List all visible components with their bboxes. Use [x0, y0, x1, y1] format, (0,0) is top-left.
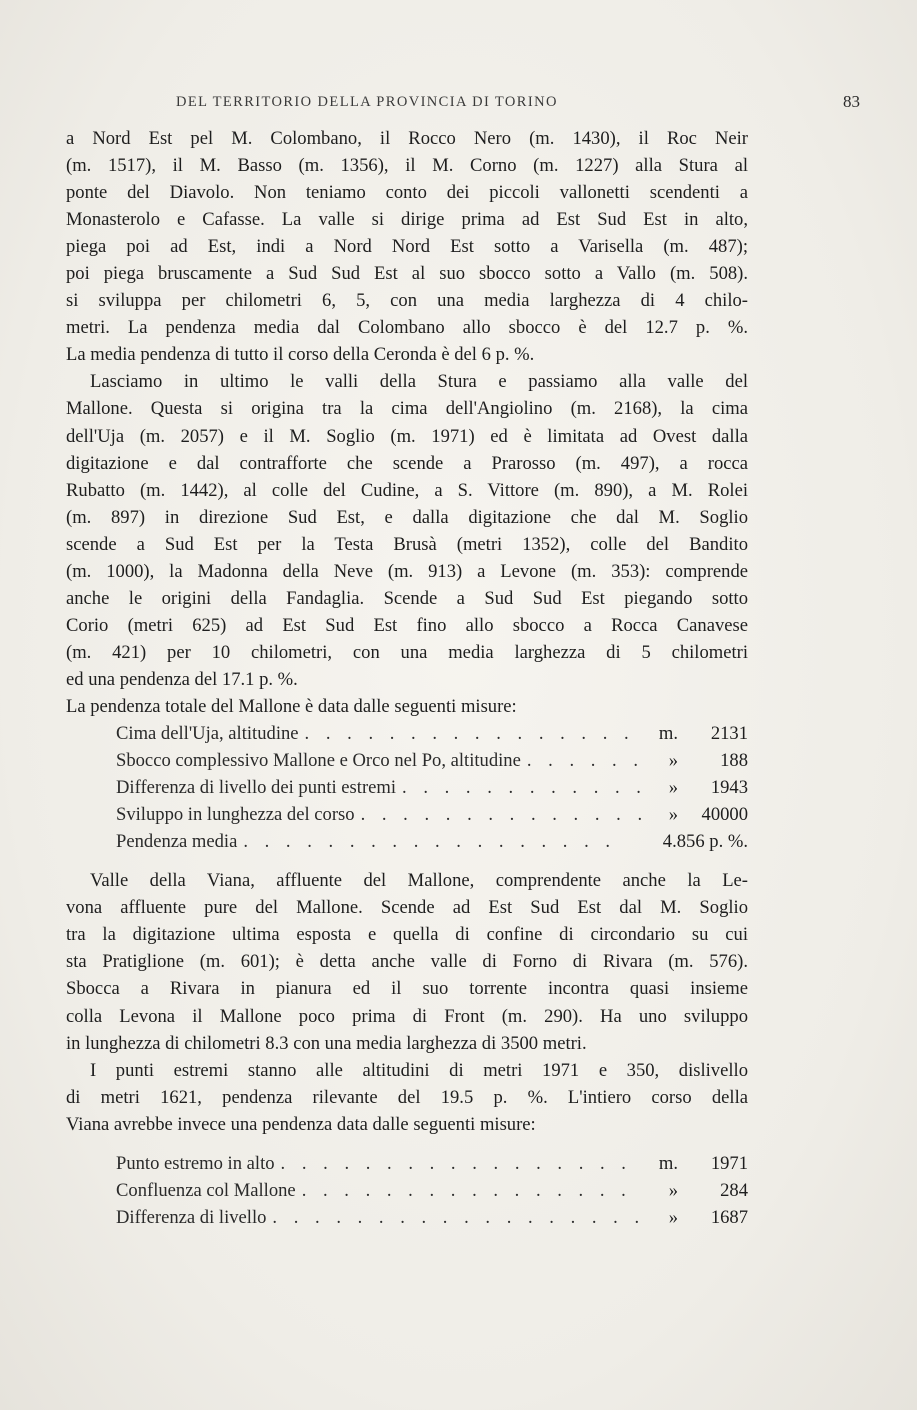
table-row [116, 1204, 748, 1231]
dot-leader [521, 747, 642, 774]
measure-value: 2131 [710, 723, 748, 745]
measure-unit: m. [658, 1152, 678, 1174]
measure-unit: » [668, 1179, 678, 1201]
body-text [66, 125, 748, 1231]
measure-value: 1971 [710, 1152, 748, 1174]
text-line: vona affluente pure del Mallone. Scende ad Est Sud Est dal M. Soglio [66, 897, 748, 919]
measure-value: 284 [720, 1179, 748, 1201]
table-row [116, 774, 748, 801]
viana-measures-table [66, 1150, 748, 1231]
measure-label: Cima dell'Uja, altitudine [116, 723, 299, 745]
measure-label: Sviluppo in lunghezza del corso [116, 804, 355, 826]
text-line: colla Levona il Mallone poco prima di Front (m. 290). Ha uno sviluppo [66, 1005, 748, 1027]
text-line: ed una pendenza del 17.1 p. %. [66, 668, 298, 690]
text-line: Valle della Viana, affluente del Mallone, comprendente anche la Le- [90, 870, 748, 892]
page-header [60, 94, 860, 116]
text-line: Rubatto (m. 1442), al colle del Cudine, a S. Vittore (m. 890), a M. Rolei [66, 479, 748, 501]
measure-value: 1687 [710, 1206, 748, 1228]
spacer [66, 1138, 748, 1150]
text-line: tra la digitazione ultima esposta e quella di confine di circondario su cui [66, 924, 748, 946]
measure-unit: » [668, 804, 678, 826]
text-line: Corio (metri 625) ad Est Sud Est fino allo sbocco a Rocca Canavese [66, 614, 748, 636]
measure-label: Confluenza col Mallone [116, 1179, 296, 1201]
text-line: (m. 1000), la Madonna della Neve (m. 913) a Levone (m. 353): comprende [66, 560, 748, 582]
dot-leader [355, 801, 642, 828]
running-head: DEL TERRITORIO DELLA PROVINCIA DI TORINO [176, 94, 558, 110]
text-line: (m. 421) per 10 chilometri, con una media larghezza di 5 chilometri [66, 641, 748, 663]
table-row [116, 801, 748, 828]
page-number: 83 [843, 92, 860, 111]
measure-value: 1943 [710, 777, 748, 799]
table-row [116, 720, 748, 747]
text-line: Lasciamo in ultimo le valli della Stura e passiamo alla valle del [90, 371, 748, 393]
mallone-measures-table [66, 720, 748, 855]
table-row [116, 1177, 748, 1204]
dot-leader [266, 1204, 642, 1231]
measure-label: Differenza di livello [116, 1206, 267, 1228]
paragraph-mallone [66, 368, 748, 693]
text-line: poi piega bruscamente a Sud Sud Est al suo sbocco sotto a Vallo (m. 508). [66, 263, 748, 285]
text-line: digitazione e dal contrafforte che scende a Prarosso (m. 497), a rocca [66, 452, 748, 474]
measure-label: Punto estremo in alto [116, 1152, 275, 1174]
measure-value: 40000 [701, 804, 748, 826]
measure-value: 4.856 p. %. [662, 831, 748, 853]
measure-label: Sbocco complessivo Mallone e Orco nel Po, altitudine [116, 750, 521, 772]
text-line: piega poi ad Est, indi a Nord Nord Est sotto a Varisella (m. 487); [66, 236, 748, 258]
measure-label: Differenza di livello dei punti estremi [116, 777, 397, 799]
text-line: sta Pratiglione (m. 601); è detta anche valle di Forno di Rivara (m. 576). [66, 951, 748, 973]
paragraph-viana [66, 867, 748, 1056]
text-line: di metri 1621, pendenza rilevante del 19.5 p. %. L'intiero corso della [66, 1086, 748, 1108]
text-line: Monasterolo e Cafasse. La valle si dirige prima ad Est Sud Est in alto, [66, 209, 748, 231]
text-line: Mallone. Questa si origina tra la cima dell'Angiolino (m. 2168), la cima [66, 398, 748, 420]
spacer [66, 855, 748, 867]
table-intro-mallone: La pendenza totale del Mallone è data dalle seguenti misure: [66, 695, 517, 717]
paragraph-ceronda [66, 125, 748, 368]
measure-unit: » [668, 777, 678, 799]
table-row [116, 747, 748, 774]
dot-leader [296, 1177, 642, 1204]
text-line: Sbocca a Rivara in pianura ed il suo torrente incontra quasi insieme [66, 978, 748, 1000]
measure-unit: m. [658, 723, 678, 745]
text-line: (m. 897) in direzione Sud Est, e dalla digitazione che dal M. Soglio [66, 506, 748, 528]
dot-leader [275, 1150, 642, 1177]
text-line: dell'Uja (m. 2057) e il M. Soglio (m. 1971) ed è limitata ad Ovest dalla [66, 425, 748, 447]
paragraph-viana-extremes [66, 1057, 748, 1138]
dot-leader [299, 720, 642, 747]
text-line: Viana avrebbe invece una pendenza data dalle seguenti misure: [66, 1113, 536, 1135]
dot-leader [396, 774, 642, 801]
text-line: anche le origini della Fandaglia. Scende a Sud Sud Est piegando sotto [66, 587, 748, 609]
text-line: I punti estremi stanno alle altitudini di metri 1971 e 350, dislivello [90, 1059, 748, 1081]
text-line: in lunghezza di chilometri 8.3 con una media larghezza di 3500 metri. [66, 1032, 587, 1054]
text-line: si sviluppa per chilometri 6, 5, con una media larghezza di 4 chilo- [66, 290, 748, 312]
measure-unit: » [668, 1206, 678, 1228]
measure-unit: » [668, 750, 678, 772]
text-line: metri. La pendenza media dal Colombano allo sbocco è del 12.7 p. %. [66, 317, 748, 339]
text-line: La media pendenza di tutto il corso della Ceronda è del 6 p. %. [66, 344, 535, 366]
text-line: scende a Sud Est per la Testa Brusà (metri 1352), colle del Bandito [66, 533, 748, 555]
text-line: a Nord Est pel M. Colombano, il Rocco Nero (m. 1430), il Roc Neir [66, 128, 748, 149]
table-row [116, 828, 748, 855]
text-line: ponte del Diavolo. Non teniamo conto dei piccoli vallonetti scendenti a [66, 182, 748, 204]
text-line: (m. 1517), il M. Basso (m. 1356), il M. Corno (m. 1227) alla Stura al [66, 155, 748, 177]
measure-value: 188 [720, 750, 748, 772]
table-row [116, 1150, 748, 1177]
measure-label: Pendenza media [116, 831, 238, 853]
dot-leader [237, 828, 626, 855]
